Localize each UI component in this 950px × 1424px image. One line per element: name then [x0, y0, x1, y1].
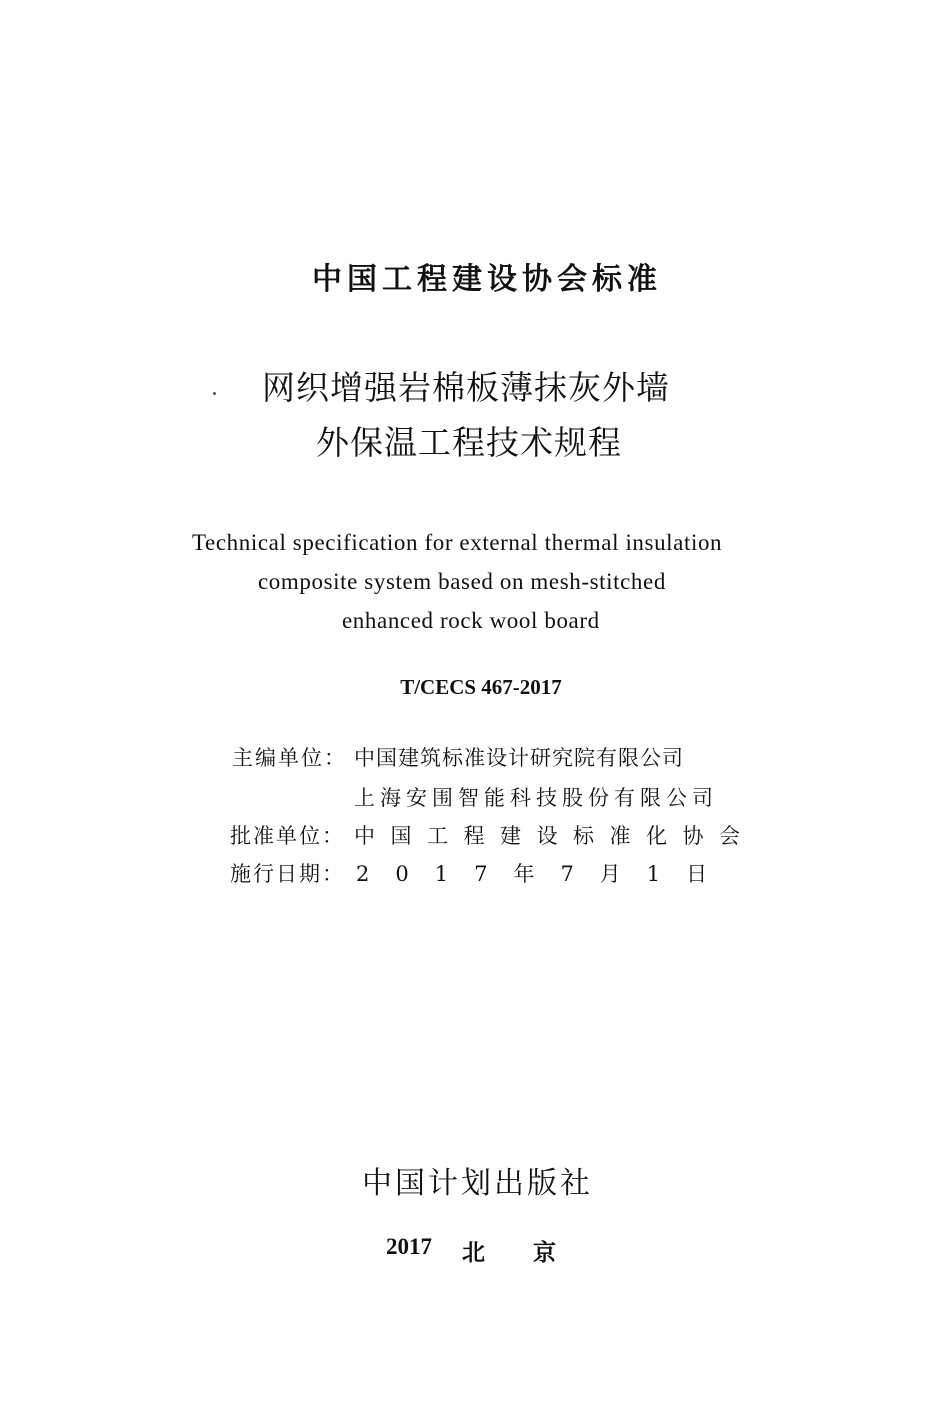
title-cn-line-1: 网织增强岩棉板薄抹灰外墙 — [262, 368, 670, 407]
effective-date-label: 施行日期： — [230, 862, 345, 886]
standard-number: T/CECS 467-2017 — [400, 675, 562, 699]
publish-year: 2017 — [386, 1234, 432, 1259]
publisher-name: 中国计划出版社 — [362, 1166, 593, 1201]
editor-label: 主编单位： — [232, 746, 347, 770]
title-en-line-1: Technical specification for external thermal insulation — [192, 530, 723, 555]
series-title: 中国工程建设协会标准 — [312, 262, 662, 297]
title-en-line-2: composite system based on mesh-stitched — [258, 569, 666, 594]
editor-org-2: 上海安围智能科技股份有限公司 — [354, 786, 718, 810]
publish-city: 北京 — [462, 1240, 604, 1266]
editor-org-1: 中国建筑标准设计研究院有限公司 — [354, 746, 684, 770]
approver-org: 中国工程建设标准化协会 — [354, 824, 756, 848]
title-cn-line-2: 外保温工程技术规程 — [316, 423, 622, 462]
scan-speck — [213, 392, 216, 395]
approver-label: 批准单位： — [230, 824, 345, 848]
title-en-line-3: enhanced rock wool board — [342, 608, 600, 633]
effective-date: 2017年7月1日 — [356, 862, 734, 886]
